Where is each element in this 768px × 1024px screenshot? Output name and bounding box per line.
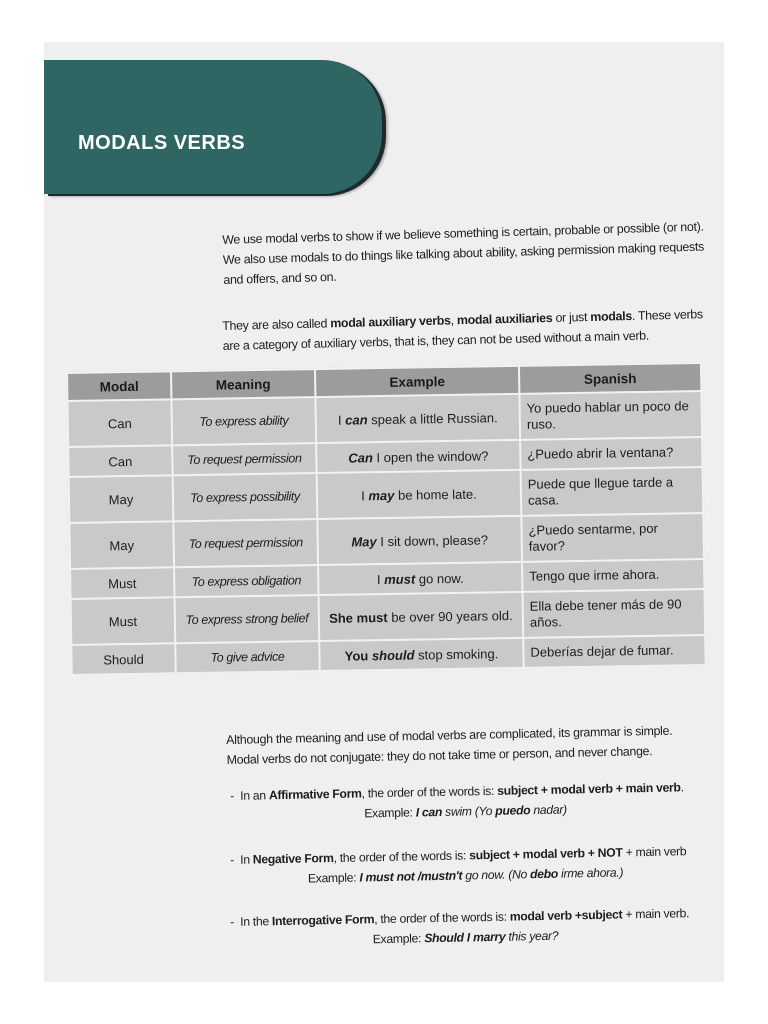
intro-paragraph-1: We use modal verbs to show if we believe something is certain, probable or possible (or not). We also use modals to do things like talking about ability, asking permission making requests and offers, and so on. [222,219,705,288]
rule-affirmative [230,777,701,826]
text-run: . [680,780,684,795]
text-run: + main verb. [622,906,690,922]
word-order: subject + modal verb + NOT [469,845,623,863]
text-run: , [450,313,458,328]
example-text: I [337,412,346,428]
text-run: In an [240,788,270,803]
header-spanish: Spanish [519,363,701,394]
cell-spanish: Puede que llegue tarde a casa. [521,467,704,516]
header-example: Example [315,366,519,397]
bullet-dash: - [230,914,235,929]
text-run: . These verbs are a category of auxiliary verbs, that is, they can not be used without a main verb. [222,307,703,354]
example-modal: May [351,533,377,550]
cell-example [319,638,523,671]
cell-example [318,562,522,595]
example-label: Example: [372,931,425,947]
header-modal: Modal [67,371,171,401]
cell-modal: May [69,475,174,523]
example-text: I [376,571,385,587]
example-text: be over 90 years old. [387,607,513,625]
bullet-dash: - [230,788,235,803]
word-order: modal verb +subject [509,907,623,924]
cell-meaning: To express obligation [174,565,318,597]
example-english-bold: Should I marry [424,929,506,946]
example-subject: You [344,647,372,664]
cell-example [315,394,520,443]
cell-modal: May [69,521,174,569]
example-english: swim (Yo [441,803,496,819]
example-english-bold: I can [415,804,443,820]
cell-example [317,516,522,565]
modal-verbs-table [66,362,707,676]
cell-spanish: Deberías dejar de fumar. [523,635,705,668]
cell-spanish: ¿Puedo sentarme, por favor? [521,513,704,562]
text-run: , the order of the words is: [333,848,470,866]
example-spanish-bold: puedo [495,803,531,818]
cell-example [319,592,524,641]
cell-modal: Should [71,643,175,675]
cell-modal: Can [68,445,172,477]
example-modal: can [345,411,368,428]
example-text: go now. [415,570,464,587]
bullet-dash: - [230,852,235,867]
example-english-bold: I must not /mustn't [359,868,463,885]
example-modal: must [356,609,388,625]
example-label: Example: [307,870,360,886]
term-modals: modals [590,309,633,325]
rule-negative [230,841,701,890]
section-banner [44,60,382,194]
example-text: be home late. [394,486,477,503]
example-spanish: irme ahora.) [557,865,624,881]
word-order: subject + modal verb + main verb [497,780,681,798]
term-modal-auxiliary-verbs: modal auxiliary verbs [330,313,451,331]
cell-modal: Must [71,597,176,645]
example-text: I [361,487,369,503]
cell-example [316,440,520,473]
text-run: + main verb [622,844,687,860]
cell-meaning: To request permission [172,443,316,475]
example-text: I sit down, please? [376,531,489,549]
header-meaning: Meaning [171,369,315,399]
example-modal: Can [348,449,373,466]
form-name: Interrogative Form [271,912,375,929]
text-run: They are also called [222,316,331,334]
example-english: go now. (No [462,867,531,883]
text-run: or just [552,310,591,326]
text-run: , the order of the words is: [374,909,510,927]
example-text: stop smoking. [414,645,499,663]
example-modal: must [384,571,416,587]
cell-meaning: To express possibility [173,473,318,521]
example-text: I open the window? [372,447,489,465]
example-label: Example: [364,805,416,821]
example-english: this year? [505,928,559,944]
example-spanish: nadar) [530,802,567,818]
cell-modal: Can [67,399,172,447]
form-name: Negative Form [252,851,334,867]
cell-spanish: Ella debe tener más de 90 años. [523,589,706,638]
text-run: , the order of the words is: [361,783,498,801]
cell-spanish: ¿Puedo abrir la ventana? [520,437,702,470]
cell-spanish: Yo puedo hablar un poco de ruso. [519,391,702,440]
example-text: speak a little Russian. [367,409,498,427]
document-page [44,42,724,982]
example-spanish-bold: debo [529,866,559,882]
cell-meaning: To give advice [175,641,319,673]
text-run: In the [240,914,273,929]
text-run: In [240,852,253,867]
cell-spanish: Tengo que irme ahora. [522,559,704,592]
example-subject: She [328,609,357,626]
cell-example [317,470,522,519]
intro-paragraph-2 [222,304,713,356]
cell-modal: Must [70,567,174,599]
grammar-paragraph: Although the meaning and use of modal verbs are complicated, its grammar is simple. Modal verbs do not conjugate: they do not take time or person, and never change. [226,724,673,768]
cell-meaning: To request permission [173,519,318,567]
rule-interrogative [230,903,701,952]
cell-meaning: To express strong belief [175,595,320,643]
section-title: MODALS VERBS [78,132,246,154]
example-modal: may [368,487,395,503]
cell-meaning: To express ability [171,397,316,445]
form-name: Affirmative Form [268,786,362,803]
example-modal: should [371,647,415,663]
term-modal-auxiliaries: modal auxiliaries [456,311,553,328]
